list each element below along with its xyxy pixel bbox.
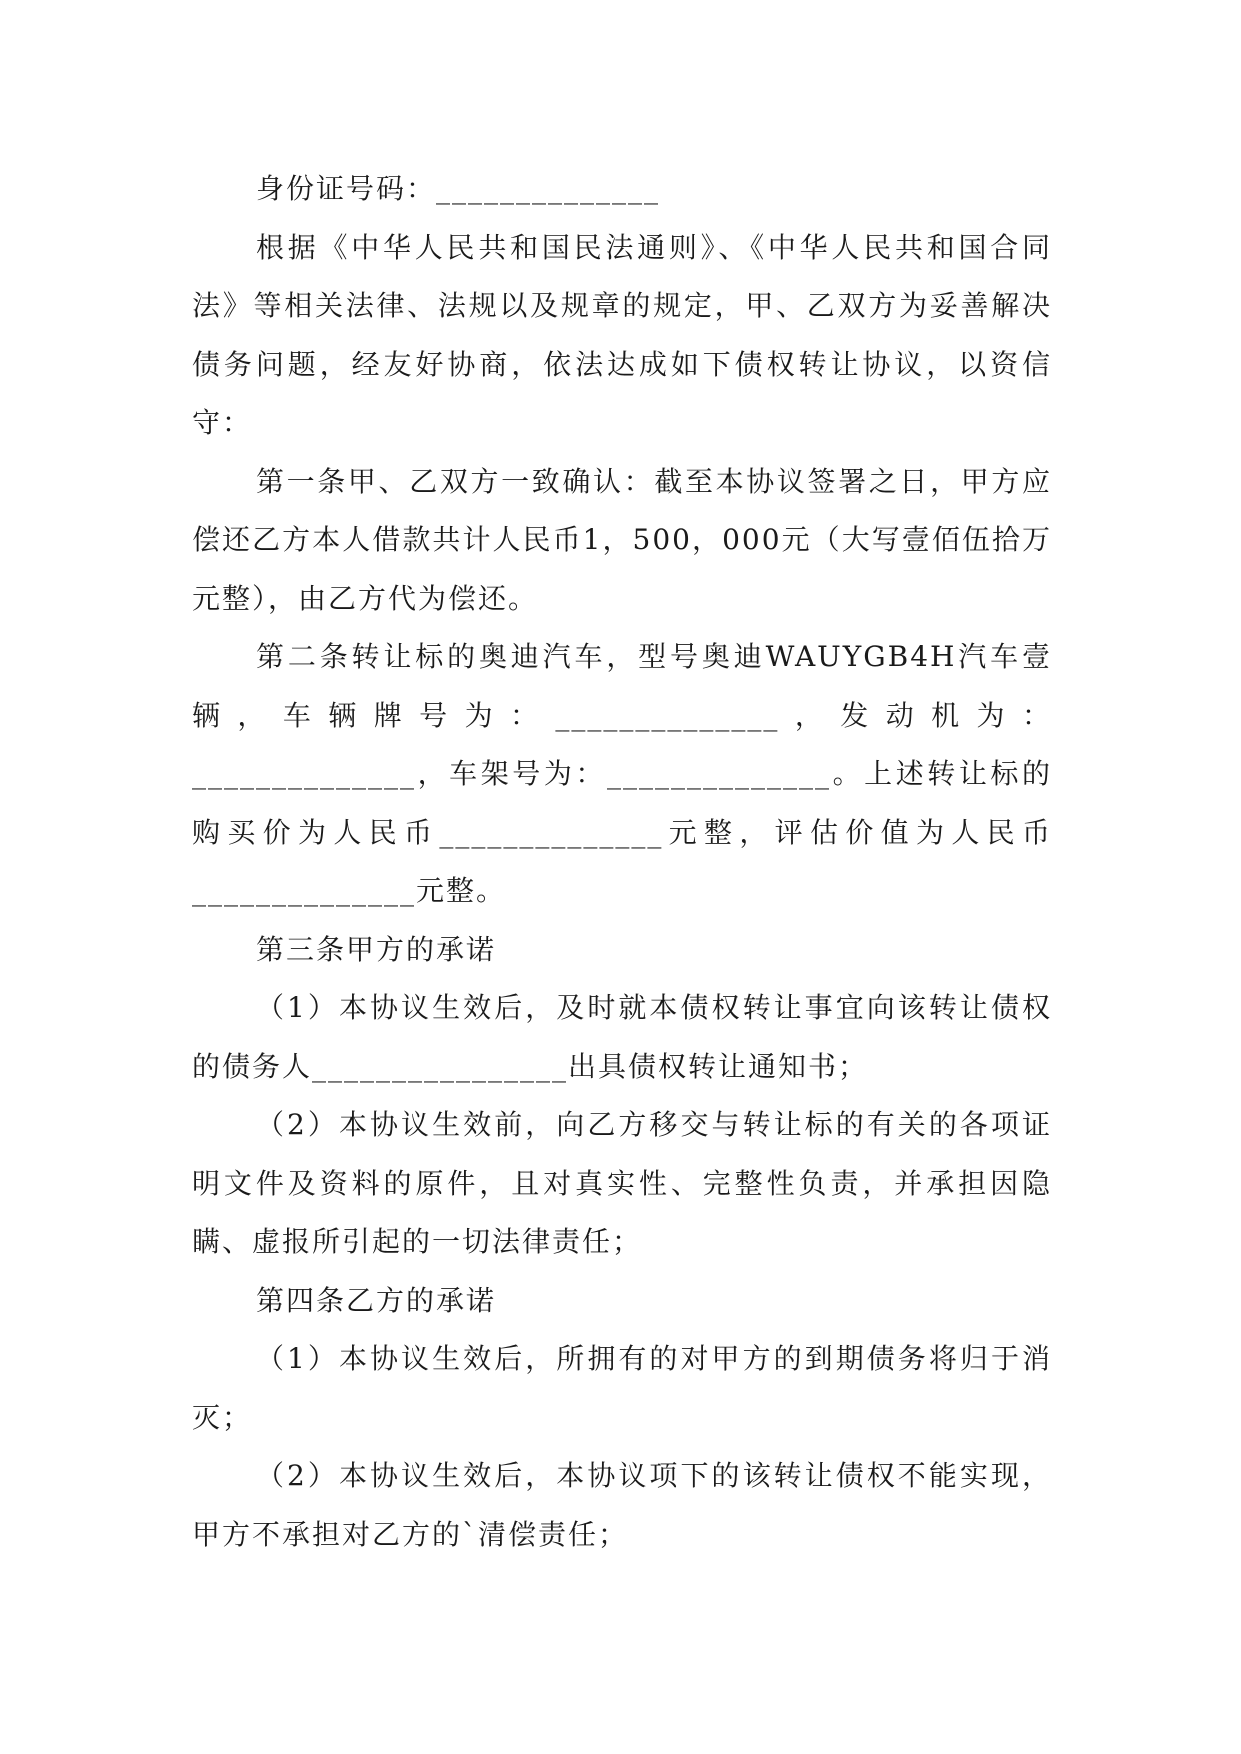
preamble-paragraph: 根据《中华人民共和国民法通则》、《中华人民共和国合同法》等相关法律、法规以及规章的规定，甲、乙双方为妥善解决债务问题，经友好协商，依法达成如下债权转让协议，以资信守：	[192, 230, 1052, 439]
id-number-line: 身份证号码：______________	[256, 172, 661, 205]
article-3-heading: 第三条甲方的承诺	[256, 932, 497, 966]
article-3-item-2: （2）本协议生效前，向乙方移交与转让标的有关的各项证明文件及资料的原件，且对真实性、完整性负责，并承担因隐瞒、虚报所引起的一切法律责任；	[192, 1108, 1052, 1258]
article-3-item-1: （1）本协议生效后，及时就本债权转让事宜向该转让债权的债务人________________出具债权转让通知书；	[192, 991, 1052, 1083]
article-4-item-2: （2）本协议生效后，本协议项下的该转让债权不能实现，甲方不承担对乙方的`清偿责任；	[192, 1459, 1052, 1551]
article-4-item-1: （1）本协议生效后，所拥有的对甲方的到期债务将归于消灭；	[192, 1342, 1052, 1434]
article-1-paragraph: 第一条甲、乙双方一致确认：截至本协议签署之日，甲方应偿还乙方本人借款共计人民币1，500，000元（大写壹佰伍拾万元整），由乙方代为偿还。	[192, 464, 1052, 615]
article-2-paragraph: 第二条转让标的奥迪汽车，型号奥迪WAUYGB4H汽车壹辆，车辆牌号为：______________，发动机为：______________，车架号为：______________。上述转让标的购买价为人民币______________元整，评估价值为人民币______________元整。	[192, 640, 1052, 907]
document-body	[192, 160, 1052, 1564]
article-4-heading: 第四条乙方的承诺	[256, 1283, 497, 1317]
